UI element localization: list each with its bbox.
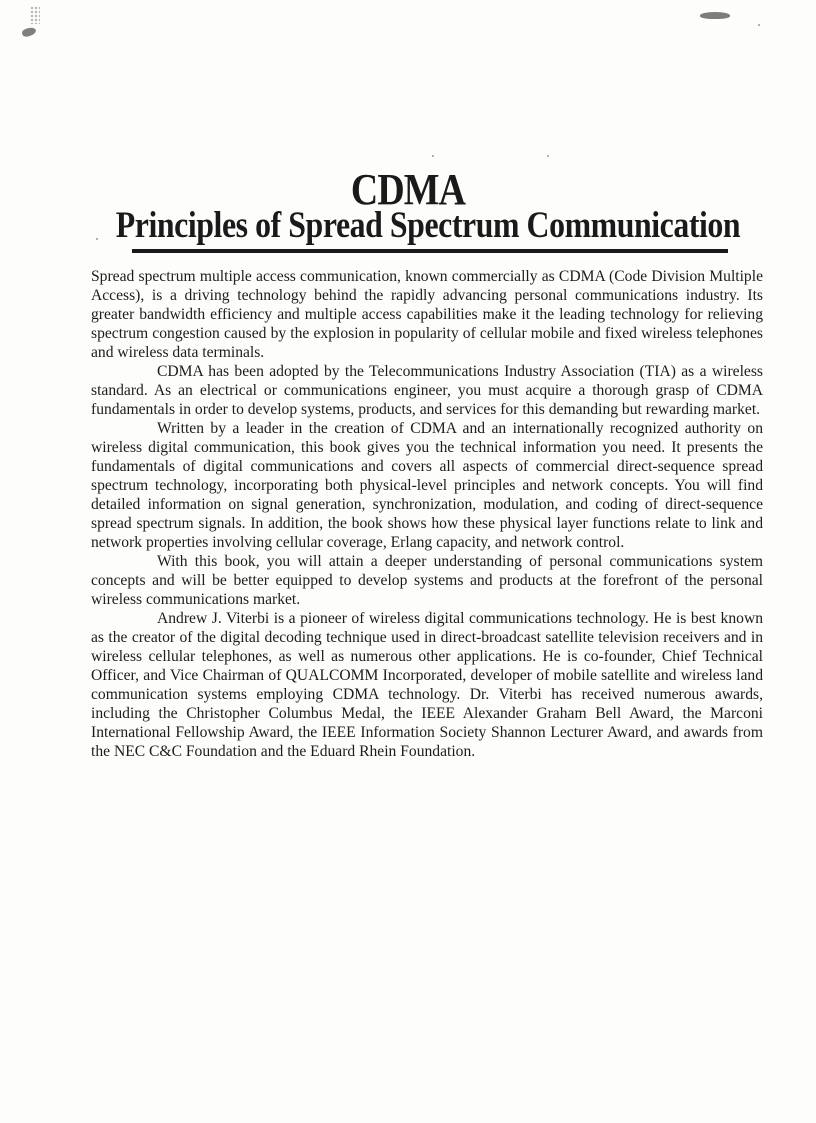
page-subtitle: Principles of Spread Spectrum Communication [115, 205, 741, 246]
description-body [91, 267, 763, 761]
scan-smudge-top-right [700, 12, 730, 19]
paragraph-book-overview: Written by a leader in the creation of CDMA and an internationally recognized authority on wireless digital communication, this book gives you the technical information you need. It presents the fundamentals of digital communications and covers all aspects of commercial direct-sequence spread spectrum technology, incorporating both physical-level principles and network concepts. You will find detailed information on signal generation, synchronization, modulation, and coding of direct-sequence spread spectrum signals. In addition, the book shows how these physical layer functions relate to link and network properties involving cellular coverage, Erlang capacity, and network control. [91, 420, 763, 551]
scan-speck [758, 24, 760, 26]
paragraph-standard: CDMA has been adopted by the Telecommunications Industry Association (TIA) as a wireless standard. As an electrical or communications engineer, you must acquire a thorough grasp of CDMA fundamentals in order to develop systems, products, and services for this demanding but rewarding market. [91, 363, 763, 418]
scan-smudge-top-left [21, 26, 37, 38]
page-title: CDMA [350, 165, 466, 214]
scan-speck [547, 155, 549, 157]
title-rule [132, 249, 728, 253]
paragraph-author-bio: Andrew J. Viterbi is a pioneer of wireless digital communications technology. He is best known as the creator of the digital decoding technique used in direct-broadcast satellite television receivers and in wireless cellular telephones, as well as numerous other applications. He is co-founder, Chief Technical Officer, and Vice Chairman of QUALCOMM Incorporated, developer of mobile satellite and wireless land communication systems employing CDMA technology. Dr. Viterbi has received numerous awards, including the Christopher Columbus Medal, the IEEE Alexander Graham Bell Award, the Marconi International Fellowship Award, the IEEE Information Society Shannon Lecturer Award, and awards from the NEC C&C Foundation and the Eduard Rhein Foundation. [91, 610, 763, 760]
scan-speck [432, 155, 434, 157]
paragraph-intro: Spread spectrum multiple access communication, known commercially as CDMA (Code Division Multiple Access), is a driving technology behind the rapidly advancing personal communications industry. Its greater bandwidth efficiency and multiple access capabilities make it the leading technology for relieving spectrum congestion caused by the explosion in popularity of cellular mobile and fixed wireless telephones and wireless data terminals. [91, 268, 763, 361]
scan-speckle-top-left [30, 6, 40, 24]
paragraph-benefit: With this book, you will attain a deeper understanding of personal communications system concepts and will be better equipped to develop systems and products at the forefront of the personal wireless communications market. [91, 553, 763, 608]
